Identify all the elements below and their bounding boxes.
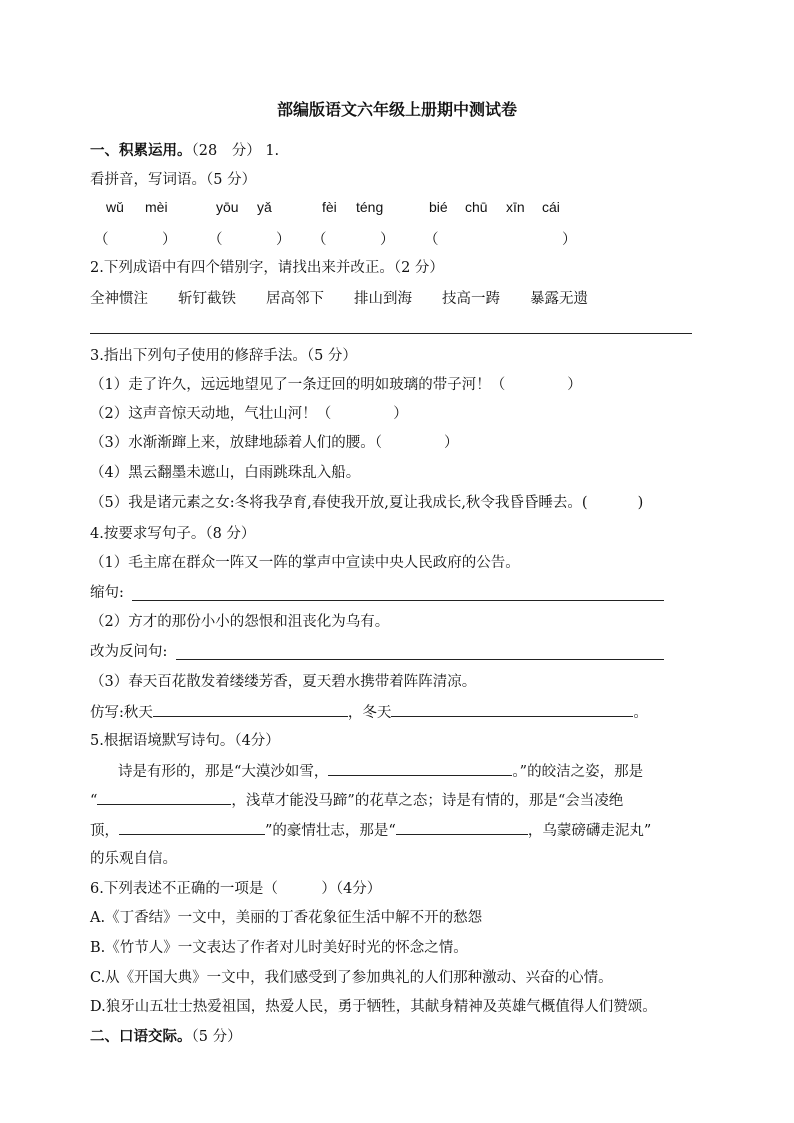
q4-item-1: （1）毛主席在群众一阵又一阵的掌声中宣读中央人民政府的公告。 bbox=[90, 555, 520, 571]
q4-label-3a: 仿写:秋天 bbox=[90, 705, 153, 721]
q3-item-2 bbox=[90, 404, 408, 424]
q3-prompt: 3.指出下列句子使用的修辞手法。（5 分） bbox=[90, 348, 357, 364]
q5-text: 。”的皎洁之姿，那是 bbox=[512, 764, 644, 780]
q5-prompt: 5.根据语境默写诗句。（4分） bbox=[90, 733, 280, 749]
q6-option-b: B.《竹节人》一文表达了作者对儿时美好时光的怀念之情。 bbox=[90, 940, 468, 956]
section2-heading: 二、口语交际。 bbox=[90, 1028, 192, 1045]
section1-heading: 一、积累运用。 bbox=[90, 142, 192, 159]
answer-paren-open-1: （ bbox=[94, 232, 109, 248]
q3-item-close: ） bbox=[393, 406, 408, 422]
pinyin-syllable: wǔ bbox=[106, 199, 124, 215]
answer-line-q2 bbox=[90, 333, 692, 334]
answer-paren-close-4: ） bbox=[562, 232, 577, 248]
q6-prompt: 6.下列表述不正确的一项是（ ）（4分） bbox=[90, 881, 382, 897]
q5-text: 诗是有形的，那是“大漠沙如雪， bbox=[118, 764, 329, 780]
q1-number: 1. bbox=[265, 143, 280, 159]
blank-line bbox=[153, 702, 348, 717]
q3-item-close: ) bbox=[637, 495, 644, 511]
idiom-item: 斩钉截铁 bbox=[178, 291, 236, 307]
idiom-item: 技高一踌 bbox=[442, 291, 500, 307]
blank-line bbox=[119, 820, 265, 835]
q3-item-5 bbox=[90, 493, 643, 513]
q6-option-a: A.《丁香结》一文中，美丽的丁香花象征生活中解不开的愁怨 bbox=[90, 910, 483, 926]
section1-header bbox=[90, 141, 279, 161]
blank-line bbox=[396, 820, 528, 835]
pinyin-syllable: cái bbox=[542, 199, 560, 215]
q1-prompt: 看拼音，写词语。（5 分） bbox=[90, 172, 257, 188]
q3-item-text: （5）我是诸元素之女:冬将我孕育,春使我开放,夏让我成长,秋令我昏昏睡去。( bbox=[90, 495, 588, 511]
blank-line bbox=[328, 761, 512, 776]
q6-option-d: D.狼牙山五壮士热爱祖国，热爱人民，勇于牺牲，其献身精神及英雄气概值得人们赞颂。 bbox=[90, 999, 657, 1015]
section2-score: （5 分） bbox=[191, 1029, 242, 1045]
q5-line-3 bbox=[90, 820, 651, 841]
pinyin-syllable: fèi bbox=[322, 199, 337, 215]
q4-label-3c: 。 bbox=[633, 705, 648, 721]
blank-line bbox=[97, 790, 231, 805]
answer-line-q4-2 bbox=[176, 659, 664, 660]
q4-answer-3 bbox=[90, 702, 648, 723]
answer-paren-open-2: （ bbox=[208, 232, 223, 248]
q3-item-4: （4）黑云翻墨未遮山，白雨跳珠乱入船。 bbox=[90, 465, 361, 481]
q4-answer-1 bbox=[90, 583, 124, 603]
pinyin-syllable: mèi bbox=[145, 199, 168, 215]
q3-item-1 bbox=[90, 375, 582, 395]
answer-paren-close-1: ） bbox=[162, 232, 177, 248]
pinyin-syllable: xīn bbox=[506, 199, 525, 215]
pinyin-syllable: chū bbox=[465, 199, 488, 215]
q5-text: ，乌蒙磅礴走泥丸” bbox=[527, 823, 652, 839]
q3-item-text: （2）这声音惊天动地，气壮山河！（ bbox=[90, 406, 332, 422]
pinyin-syllable: bié bbox=[429, 199, 448, 215]
q3-item-close: ） bbox=[443, 435, 459, 451]
section1-score: （28 分） bbox=[191, 143, 261, 159]
blank-line bbox=[391, 702, 633, 717]
answer-paren-close-3: ） bbox=[380, 232, 395, 248]
q4-answer-2 bbox=[90, 642, 167, 662]
q3-item-3 bbox=[90, 433, 458, 453]
q3-item-text: （1）走了许久，远远地望见了一条迂回的明如玻璃的带子河！（ bbox=[90, 377, 506, 393]
q6-option-c: C.从《开国大典》一文中，我们感受到了参加典礼的人们那种激动、兴奋的心情。 bbox=[90, 970, 613, 986]
q4-item-3: （3）春天百花散发着缕缕芳香，夏天碧水携带着阵阵清凉。 bbox=[90, 674, 477, 690]
q4-prompt: 4.按要求写句子。（8 分） bbox=[90, 526, 256, 542]
q5-line-2 bbox=[90, 790, 623, 811]
q3-item-close: ） bbox=[567, 377, 582, 393]
answer-paren-open-4: （ bbox=[424, 232, 439, 248]
pinyin-syllable: yǎ bbox=[257, 199, 272, 215]
q4-item-2: （2）方才的那份小小的怨恨和沮丧化为乌有。 bbox=[90, 614, 390, 630]
q5-text: ”的豪情壮志，那是“ bbox=[265, 823, 396, 839]
q5-text: “ bbox=[90, 793, 98, 809]
q5-text: ，浅草才能没马蹄”的花草之态；诗是有情的，那是“会当凌绝 bbox=[231, 793, 624, 809]
idiom-item: 居高邻下 bbox=[266, 291, 324, 307]
answer-paren-open-3: （ bbox=[312, 232, 327, 248]
idiom-item: 排山到海 bbox=[354, 291, 412, 307]
q4-label-2: 改为反问句: bbox=[90, 644, 168, 660]
section2-header bbox=[90, 1027, 242, 1047]
answer-line-q4-1 bbox=[132, 600, 664, 601]
q4-label-3b: ，冬天 bbox=[347, 705, 392, 721]
q5-text: 顶， bbox=[90, 823, 119, 839]
page-title: 部编版语文六年级上册期中测试卷 bbox=[276, 100, 517, 119]
idiom-item: 暴露无遗 bbox=[530, 291, 588, 307]
q5-line-1 bbox=[118, 761, 643, 782]
q5-line-4: 的乐观自信。 bbox=[90, 851, 177, 867]
q4-label-1: 缩句: bbox=[90, 585, 124, 601]
pinyin-syllable: yōu bbox=[216, 199, 239, 215]
pinyin-syllable: téng bbox=[356, 199, 384, 215]
answer-paren-close-2: ） bbox=[276, 232, 291, 248]
q2-prompt: 2.下列成语中有四个错别字，请找出来并改正。（2 分） bbox=[90, 260, 444, 276]
q3-item-text: （3）水渐渐蹿上来，放肆地舔着人们的腰。（ bbox=[90, 435, 382, 451]
idiom-item: 全神惯注 bbox=[90, 291, 148, 307]
